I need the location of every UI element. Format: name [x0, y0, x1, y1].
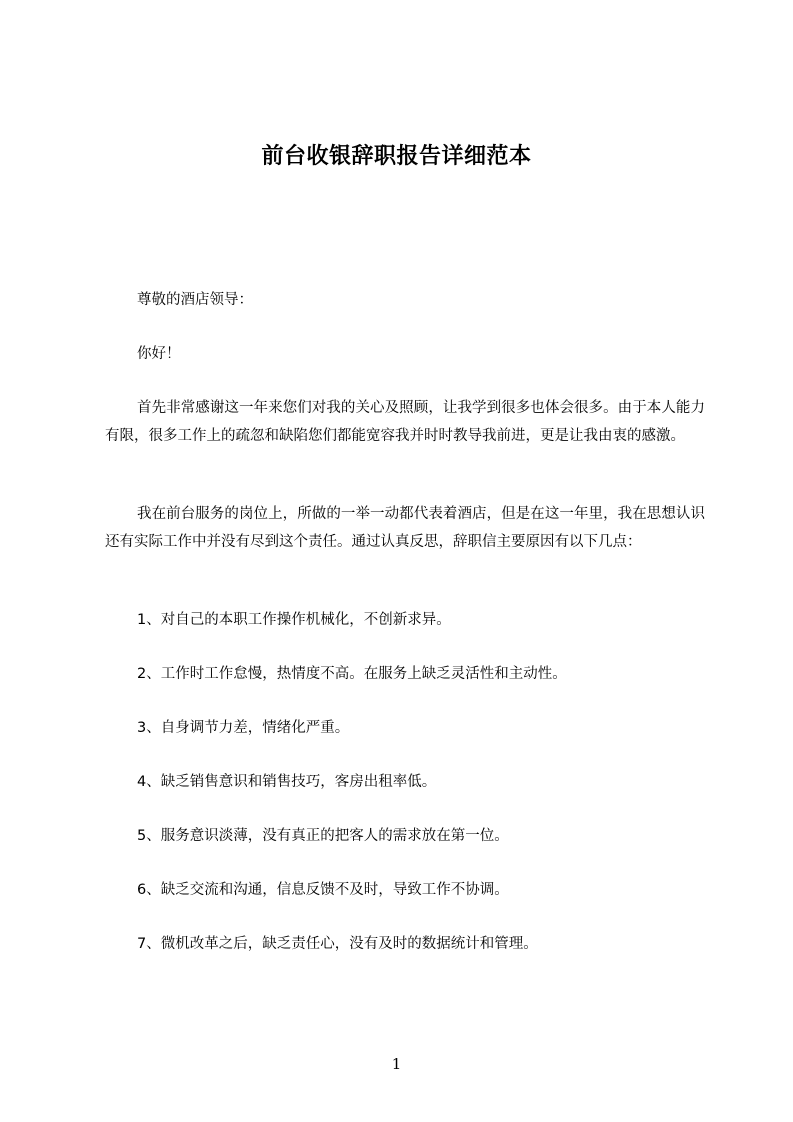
list-item: 5、服务意识淡薄，没有真正的把客人的需求放在第一位。 [137, 828, 509, 844]
salutation: 尊敬的酒店领导： [137, 292, 253, 308]
list-item: 3、自身调节力差，情绪化严重。 [137, 720, 350, 736]
list-item: 7、微机改革之后，缺乏责任心，没有及时的数据统计和管理。 [137, 936, 538, 952]
paragraph-reflection: 我在前台服务的岗位上，所做的一举一动都代表着酒店，但是在这一年里，我在思想认识还有实际工作中并没有尽到这个责任。通过认真反思，辞职信主要原因有以下几点： [105, 506, 705, 550]
list-item: 1、对自己的本职工作操作机械化，不创新求异。 [137, 612, 451, 628]
list-item: 4、缺乏销售意识和销售技巧，客房出租率低。 [137, 774, 437, 790]
list-item: 2、工作时工作怠慢，热情度不高。在服务上缺乏灵活性和主动性。 [137, 666, 567, 682]
document-title: 前台收银辞职报告详细范本 [261, 144, 532, 169]
paragraph-gratitude: 首先非常感谢这一年来您们对我的关心及照顾，让我学到很多也体会很多。由于本人能力有限，很多工作上的疏忽和缺陷您们都能宽容我并时时教导我前进，更是让我由衷的感激。 [105, 400, 705, 444]
page-number: 1 [391, 1055, 402, 1073]
greeting: 你好！ [137, 346, 181, 362]
list-item: 6、缺乏交流和沟通，信息反馈不及时，导致工作不协调。 [137, 882, 509, 898]
